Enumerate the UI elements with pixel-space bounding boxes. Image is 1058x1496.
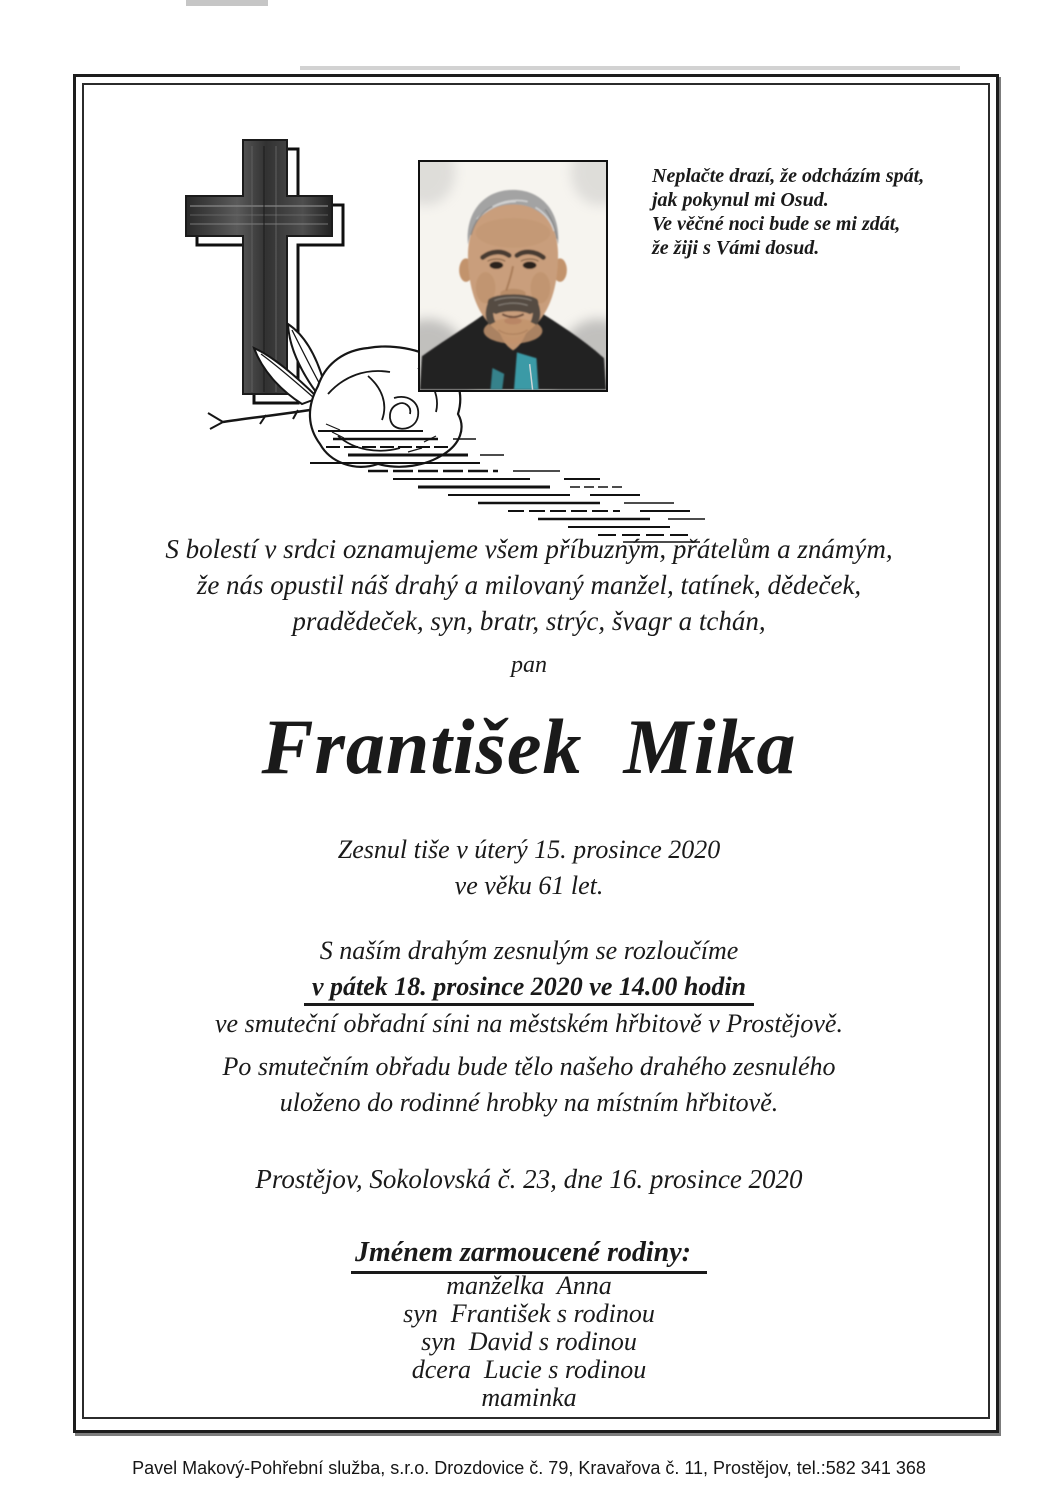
portrait-photo-drawing	[420, 162, 606, 390]
passing-info	[0, 832, 1058, 904]
salutation: pan	[511, 652, 547, 678]
poem-line: Ve věčné noci bude se mi zdát,	[652, 213, 901, 235]
memorial-poem	[652, 164, 962, 260]
announcement-line: pradědeček, syn, bratr, strýc, švagr a tchán,	[292, 606, 766, 636]
shadow-hatching	[310, 431, 705, 542]
portrait-photo	[418, 160, 608, 392]
family-member: syn František s rodinou	[403, 1299, 655, 1328]
poem-line: že žiji s Vámi dosud.	[652, 237, 820, 259]
poem-line: jak pokynul mi Osud.	[652, 189, 829, 211]
farewell-location: ve smuteční obřadní síni na městském hřbitově v Prostějově.	[215, 1009, 843, 1038]
poem-line: Neplačte drazí, že odcházím spát,	[652, 165, 925, 187]
scan-artifact	[300, 66, 960, 70]
scan-artifact	[186, 0, 268, 6]
announcement-line: S bolestí v srdci oznamujeme všem příbuzným, přátelům a známým,	[165, 534, 893, 564]
family-member: manželka Anna	[446, 1271, 612, 1300]
deceased-name: František Mika	[261, 703, 797, 790]
announcement-text	[0, 531, 1058, 639]
burial-info	[0, 1049, 1058, 1121]
announcement-line: že nás opustil náš drahý a milovaný manžel, tatínek, dědeček,	[196, 570, 862, 600]
passing-line: ve věku 61 let.	[454, 871, 604, 900]
farewell-intro: S naším drahým zesnulým se rozloučíme	[319, 936, 739, 965]
farewell-datetime: v pátek 18. prosince 2020 ve 14.00 hodin	[304, 972, 754, 1006]
burial-line: uloženo do rodinné hrobky na místním hřbitově.	[279, 1088, 779, 1117]
family-member: maminka	[481, 1383, 577, 1412]
family-heading: Jménem zarmoucené rodiny:	[0, 1237, 1058, 1274]
dateline: Prostějov, Sokolovská č. 23, dne 16. prosince 2020	[255, 1164, 803, 1194]
family-members	[0, 1272, 1058, 1412]
family-member: syn David s rodinou	[421, 1327, 637, 1356]
farewell-info	[0, 933, 1058, 1042]
burial-line: Po smutečním obřadu bude tělo našeho drahého zesnulého	[222, 1052, 836, 1081]
family-member: dcera Lucie s rodinou	[411, 1355, 647, 1384]
passing-line: Zesnul tiše v úterý 15. prosince 2020	[337, 835, 721, 864]
funeral-home-footer: Pavel Makový-Pohřební služba, s.r.o. Drozdovice č. 79, Kravařova č. 11, Prostějov, tel.:582 341 368	[132, 1458, 926, 1478]
